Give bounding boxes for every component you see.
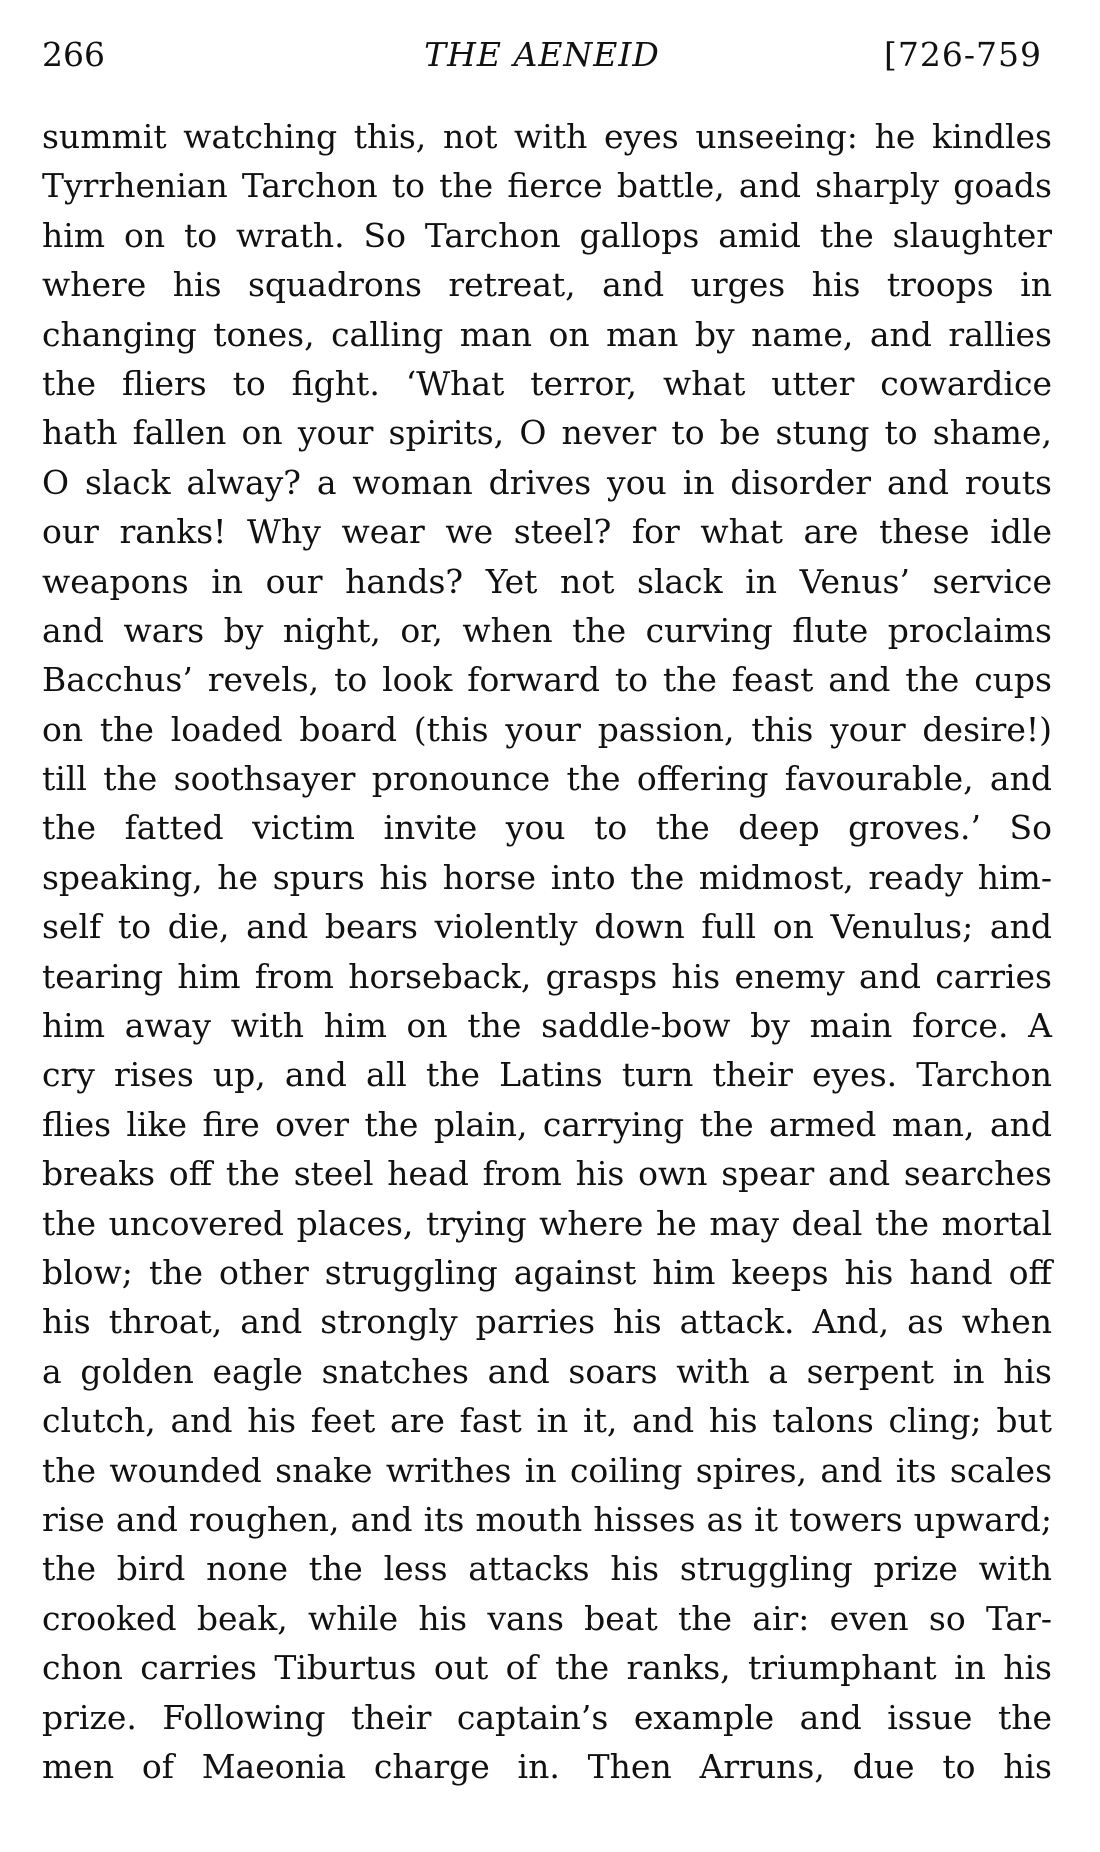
text-line: self to die, and bears violently down full on Venulus; and (42, 907, 1052, 947)
text-line: cry rises up, and all the Latins turn their eyes. Tarchon (42, 1055, 1052, 1095)
text-line: the fatted victim invite you to the deep groves.’ So (42, 808, 1052, 848)
text-line: chon carries Tiburtus out of the ranks, triumphant in his (42, 1648, 1052, 1688)
text-line: crooked beak, while his vans beat the air: even so Tar- (42, 1598, 1052, 1638)
running-title: THE AENEID (424, 35, 660, 74)
text-line: a golden eagle snatches and soars with a serpent in his (42, 1351, 1052, 1391)
text-line: the bird none the less attacks his struggling prize with (42, 1549, 1052, 1589)
text-line: weapons in our hands? Yet not slack in Venus’ service (42, 561, 1052, 601)
text-line: summit watching this, not with eyes unseeing: he kindles (42, 117, 1052, 156)
text-line: flies like fire over the plain, carrying the armed man, and (42, 1104, 1052, 1144)
text-line: the fliers to fight. ‘What terror, what utter cowardice (42, 363, 1052, 403)
text-line: clutch, and his feet are fast in it, and his talons cling; but (42, 1401, 1052, 1441)
text-line: him away with him on the saddle-bow by main force. A (42, 1006, 1052, 1046)
text-line: the uncovered places, trying where he may deal the mortal (42, 1203, 1052, 1243)
text-line: rise and roughen, and its mouth hisses as it towers upward; (42, 1499, 1052, 1539)
page-number: 266 (42, 35, 105, 74)
text-line: blow; the other struggling against him keeps his hand off (42, 1252, 1052, 1292)
text-line: where his squadrons retreat, and urges his troops in (42, 265, 1052, 305)
text-line: men of Maeonia charge in. Then Arruns, due to his (42, 1746, 1052, 1786)
text-line: hath fallen on your spirits, O never to be stung to shame, (42, 413, 1052, 453)
line-range: [726-759 (884, 35, 1042, 74)
text-line: the wounded snake writhes in coiling spires, and its scales (42, 1450, 1052, 1490)
text-line: till the soothsayer pronounce the offering favourable, and (42, 759, 1052, 799)
text-line: Bacchus’ revels, to look forward to the feast and the cups (42, 660, 1052, 700)
text-line: breaks off the steel head from his own spear and searches (42, 1154, 1052, 1194)
text-line: speaking, he spurs his horse into the midmost, ready him- (42, 857, 1052, 897)
text-line: him on to wrath. So Tarchon gallops amid the slaughter (42, 215, 1052, 255)
text-line: O slack alway? a woman drives you in disorder and routs (42, 462, 1052, 502)
body-text (42, 112, 1052, 1791)
text-line: his throat, and strongly parries his attack. And, as when (42, 1302, 1052, 1342)
text-line: and wars by night, or, when the curving flute proclaims (42, 610, 1052, 650)
text-line: changing tones, calling man on man by name, and rallies (42, 314, 1052, 354)
page-header (42, 30, 1042, 80)
text-line: prize. Following their captain’s example and issue the (42, 1697, 1052, 1737)
text-line: tearing him from horseback, grasps his enemy and carries (42, 956, 1052, 996)
text-line: our ranks! Why wear we steel? for what are these idle (42, 512, 1052, 552)
text-line: Tyrrhenian Tarchon to the fierce battle, and sharply goads (42, 166, 1052, 206)
text-line: on the loaded board (this your passion, this your desire!) (42, 709, 1052, 749)
